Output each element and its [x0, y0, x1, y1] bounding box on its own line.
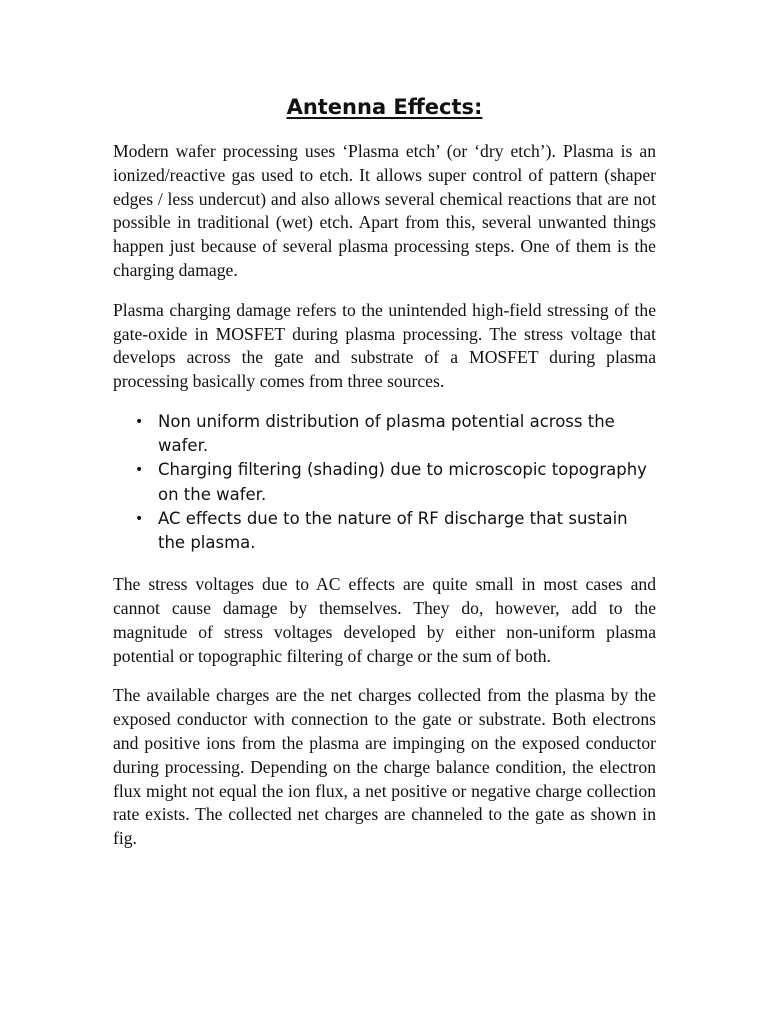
list-item-text: Charging filtering (shading) due to microscopic topography on the wafer.	[158, 460, 647, 504]
list-item-text: Non uniform distribution of plasma potential across the wafer.	[158, 411, 615, 456]
paragraph-ac-effects: The stress voltages due to AC effects are quite small in most cases and cannot cause damage by themselves. They do, however, add to the magnitude of stress voltages developed by either non-uniform plasma potential or topographic filtering of charge or the sum of both.	[113, 574, 656, 666]
list-item-text: AC effects due to the nature of RF discharge that sustain the plasma.	[158, 508, 628, 552]
list-item	[113, 410, 656, 458]
document-title: Antenna Effects:	[286, 95, 483, 119]
list-item	[113, 458, 656, 506]
paragraph-available-charges: The available charges are the net charges collected from the plasma by the exposed conductor with connection to the gate or substrate. Both electrons and positive ions from the plasma are impinging on the exposed conductor during processing. Depending on the charge balance condition, the electron flux might not equal the ion flux, a net positive or negative charge collection rate exists. The collected net charges are channeled to the gate as shown in fig.	[113, 685, 656, 849]
list-item	[113, 507, 656, 555]
bullet-icon: •	[135, 510, 144, 527]
sources-list	[113, 410, 656, 555]
paragraph-plasma-etch: Modern wafer processing uses ‘Plasma etch’ (or ‘dry etch’). Plasma is an ionized/reactive gas used to etch. It allows super control of pattern (shaper edges / less undercut) and also allows several chemical reactions that are not possible in traditional (wet) etch. Apart from this, several unwanted things happen just because of several plasma processing steps. One of them is the charging damage.	[113, 141, 656, 280]
bullet-icon: •	[135, 462, 144, 479]
bullet-icon: •	[135, 413, 144, 430]
paragraph-charging-damage: Plasma charging damage refers to the unintended high-field stressing of the gate-oxide in MOSFET during plasma processing. The stress voltage that develops across the gate and substrate of a MOSFET during plasma processing basically comes from three sources.	[113, 299, 656, 392]
document-page	[113, 92, 656, 867]
